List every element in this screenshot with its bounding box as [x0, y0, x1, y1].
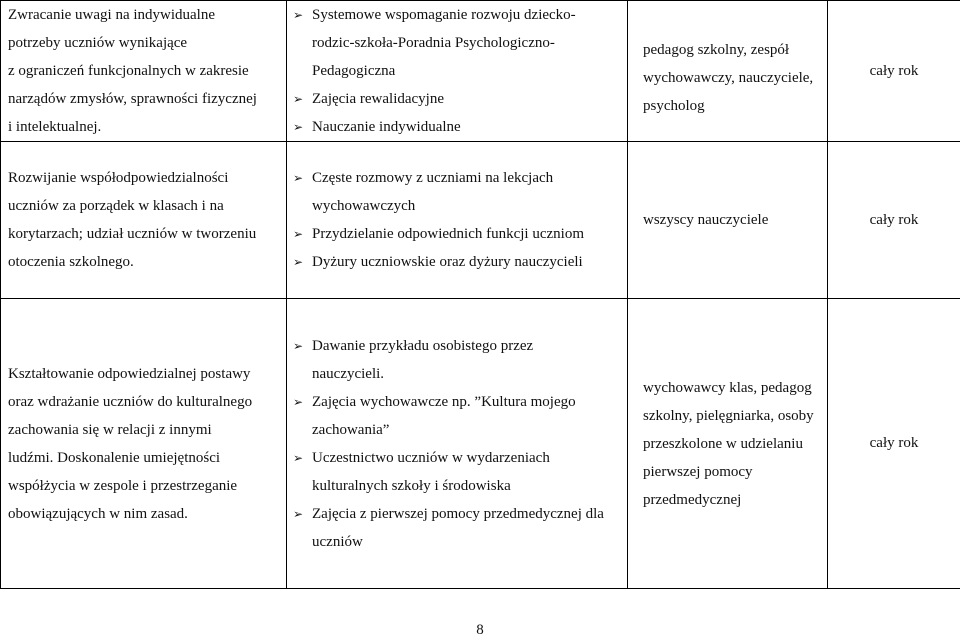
responsible-cell [628, 299, 828, 589]
term-text: cały rok [869, 62, 919, 79]
goal-line: z ograniczeń funkcjonalnych w zakresie [8, 63, 249, 79]
task-line: Zajęcia rewalidacyjne [312, 91, 444, 107]
responsible-line: wychowawcy klas, pedagog [643, 379, 812, 396]
task-line: wychowawczych [312, 198, 416, 214]
task-item [287, 85, 627, 113]
table-row [1, 142, 960, 299]
task-item [287, 220, 627, 248]
arrowhead-bullet-icon: ➢ [293, 450, 304, 465]
responsible-line: psycholog [643, 98, 705, 114]
term-text: cały rok [869, 211, 919, 228]
goal-line: Zwracanie uwagi na indywidualne [8, 7, 216, 23]
goal-line: obowiązujących w nim zasad. [8, 505, 188, 522]
task-line: kulturalnych szkoły i środowiska [312, 477, 511, 494]
tasks-cell [287, 142, 628, 299]
goal-line: potrzeby uczniów wynikające [8, 35, 188, 51]
term-cell [828, 1, 960, 142]
goal-line: zachowania się w relacji z innymi [8, 421, 212, 438]
arrowhead-bullet-icon: ➢ [293, 120, 304, 134]
goal-line: uczniów za porządek w klasach i na [8, 198, 224, 214]
arrowhead-bullet-icon: ➢ [293, 338, 304, 353]
goal-line: Kształtowanie odpowiedzialnej postawy [8, 365, 251, 382]
task-line: Częste rozmowy z uczniami na lekcjach [312, 170, 554, 186]
goal-cell [1, 142, 287, 299]
task-item [287, 248, 627, 276]
task-item [287, 332, 627, 388]
arrowhead-bullet-icon: ➢ [293, 227, 304, 241]
goal-line: oraz wdrażanie uczniów do kulturalnego [8, 393, 253, 410]
responsible-cell [628, 142, 828, 299]
task-line: Pedagogiczna [312, 63, 396, 79]
tasks-cell [287, 299, 628, 589]
goal-line: narządów zmysłów, sprawności fizycznej [8, 91, 257, 107]
task-line: zachowania” [312, 421, 390, 438]
task-line: Systemowe wspomaganie rozwoju dziecko- [312, 7, 576, 23]
task-item [287, 444, 627, 500]
task-line: Nauczanie indywidualne [312, 119, 461, 135]
responsible-line: przeszkolone w udzielaniu [643, 435, 803, 452]
responsible-line: wszyscy nauczyciele [643, 212, 769, 228]
task-item [287, 113, 627, 141]
page-number: 8 [476, 622, 484, 638]
task-item [287, 388, 627, 444]
goal-cell [1, 1, 287, 142]
arrowhead-bullet-icon: ➢ [293, 255, 304, 269]
table-row [1, 299, 960, 589]
goal-line: i intelektualnej. [8, 119, 102, 135]
task-line: uczniów [312, 533, 363, 550]
arrowhead-bullet-icon: ➢ [293, 506, 304, 521]
goal-line: współżycia w zespole i przestrzeganie [8, 477, 238, 494]
responsible-line: pierwszej pomocy [643, 463, 753, 480]
task-line: Dyżury uczniowskie oraz dyżury nauczycieli [312, 254, 583, 270]
task-line: Dawanie przykładu osobistego przez [312, 337, 534, 354]
term-cell [828, 142, 960, 299]
task-line: nauczycieli. [312, 365, 385, 382]
task-line: Przydzielanie odpowiednich funkcji uczniom [312, 226, 584, 242]
task-item [287, 500, 627, 556]
arrowhead-bullet-icon: ➢ [293, 394, 304, 409]
term-text: cały rok [869, 435, 919, 451]
task-item [287, 1, 627, 85]
goal-line: otoczenia szkolnego. [8, 254, 134, 270]
task-item [287, 164, 627, 220]
goal-line: ludźmi. Doskonalenie umiejętności [8, 449, 221, 466]
goal-cell [1, 299, 287, 589]
responsible-line: wychowawczy, nauczyciele, [643, 70, 814, 86]
goal-line: korytarzach; udział uczniów w tworzeniu [8, 226, 257, 242]
term-cell [828, 299, 960, 589]
responsible-cell [628, 1, 828, 142]
task-line: Zajęcia wychowawcze np. ”Kultura mojego [312, 393, 576, 410]
arrowhead-bullet-icon: ➢ [293, 92, 304, 106]
task-line: Uczestnictwo uczniów w wydarzeniach [312, 449, 550, 466]
table-row [1, 1, 960, 142]
goal-line: Rozwijanie współodpowiedzialności [8, 170, 229, 186]
responsible-line: pedagog szkolny, zespół [643, 42, 790, 58]
responsible-line: przedmedycznej [643, 491, 742, 508]
arrowhead-bullet-icon: ➢ [293, 8, 304, 22]
tasks-cell [287, 1, 628, 142]
task-line: Zajęcia z pierwszej pomocy przedmedycznej dla [312, 505, 604, 522]
arrowhead-bullet-icon: ➢ [293, 171, 304, 185]
task-line: rodzic-szkoła-Poradnia Psychologiczno- [312, 35, 555, 51]
responsible-line: szkolny, pielęgniarka, osoby [643, 407, 814, 424]
